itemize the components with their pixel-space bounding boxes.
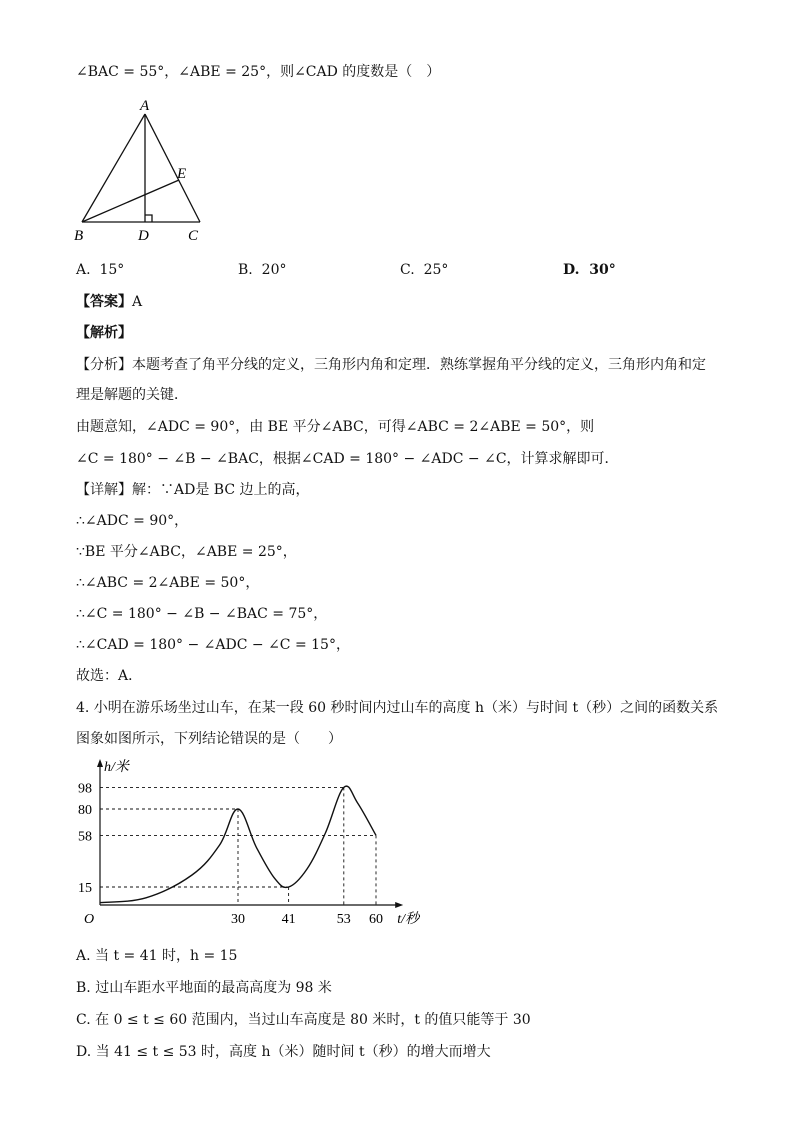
y-axis-arrow xyxy=(97,759,103,767)
analysis-line-3: 由题意知，∠ADC = 90°，由 BE 平分∠ABC，可得∠ABC = 2∠ABE = 50°，则 xyxy=(76,419,595,435)
height-time-chart xyxy=(72,755,419,935)
q4-stem-line-2: 图象如图所示，下列结论错误的是（ ） xyxy=(76,731,342,747)
analysis-line-1: 【分析】本题考查了角平分线的定义，三角形内角和定理．熟练掌握角平分线的定义，三角形内角和定 xyxy=(76,357,706,373)
y-tick-58: 58 xyxy=(78,829,92,845)
detail-line-2: ∴∠ADC = 90°， xyxy=(76,513,189,529)
analysis-line-4: ∠C = 180° − ∠B − ∠BAC，根据∠CAD = 180° − ∠ADC − ∠C，计算求解即可． xyxy=(76,451,619,467)
q4-stem-line-1: 4. 小明在游乐场坐过山车，在某一段 60 秒时间内过山车的高度 h（米）与时间 t（秒）之间的函数关系 xyxy=(76,700,719,716)
q4-choice-b[interactable]: B. 过山车距水平地面的最高高度为 98 米 xyxy=(76,980,332,996)
detail-line-3: ∵BE 平分∠ABC，∠ABE = 25°， xyxy=(76,544,297,560)
y-tick-80: 80 xyxy=(78,803,92,818)
analysis-tag: 【解析】 xyxy=(76,325,132,341)
choice-c[interactable]: C. 25° xyxy=(400,262,449,278)
y-tick-15: 15 xyxy=(78,881,92,896)
label-B: B xyxy=(74,228,84,244)
q4-choice-c[interactable]: C. 在 0 ≤ t ≤ 60 范围内，当过山车高度是 80 米时，t 的值只能等于 30 xyxy=(76,1012,531,1028)
analysis-line-2: 理是解题的关键． xyxy=(76,387,188,403)
x-tick-30: 30 xyxy=(231,912,245,927)
choice-a[interactable]: A. 15° xyxy=(76,262,125,278)
x-tick-53: 53 xyxy=(336,912,351,927)
q3-stem: ∠BAC = 55°，∠ABE = 25°，则∠CAD 的度数是（ ） xyxy=(76,64,441,80)
detail-line-4: ∴∠ABC = 2∠ABE = 50°， xyxy=(76,575,260,591)
right-angle-mark xyxy=(145,215,152,222)
detail-line-7: 故选：A． xyxy=(76,668,143,684)
detail-line-1: 【详解】解：∵AD是 BC 边上的高， xyxy=(76,482,310,498)
label-A: A xyxy=(140,98,150,114)
q4-choice-d[interactable]: D. 当 41 ≤ t ≤ 53 时，高度 h（米）随时间 t（秒）的增大而增大 xyxy=(76,1044,491,1060)
choice-d[interactable]: D. 30° xyxy=(563,262,616,278)
detail-line-5: ∴∠C = 180° − ∠B − ∠BAC = 75°， xyxy=(76,606,328,622)
height-curve xyxy=(100,786,376,903)
q4-choice-a[interactable]: A. 当 t = 41 时，h = 15 xyxy=(76,948,238,964)
x-tick-41: 41 xyxy=(281,912,296,927)
detail-line-6: ∴∠CAD = 180° − ∠ADC − ∠C = 15°， xyxy=(76,637,350,653)
x-tick-60: 60 xyxy=(369,912,383,927)
label-E: E xyxy=(177,166,187,182)
answer-line: 【答案】A xyxy=(76,294,143,310)
y-axis-label: h/米 xyxy=(104,760,129,775)
x-axis-label: t/秒 xyxy=(397,912,419,927)
label-D: D xyxy=(138,228,149,244)
origin-label: O xyxy=(84,912,95,927)
y-tick-98: 98 xyxy=(78,781,92,797)
x-axis-arrow xyxy=(395,902,403,908)
side-AB xyxy=(82,114,145,222)
side-AC xyxy=(145,114,200,222)
choice-b[interactable]: B. 20° xyxy=(238,262,287,278)
label-C: C xyxy=(188,228,199,244)
bisector-BE xyxy=(82,180,179,222)
triangle-figure xyxy=(72,92,212,247)
